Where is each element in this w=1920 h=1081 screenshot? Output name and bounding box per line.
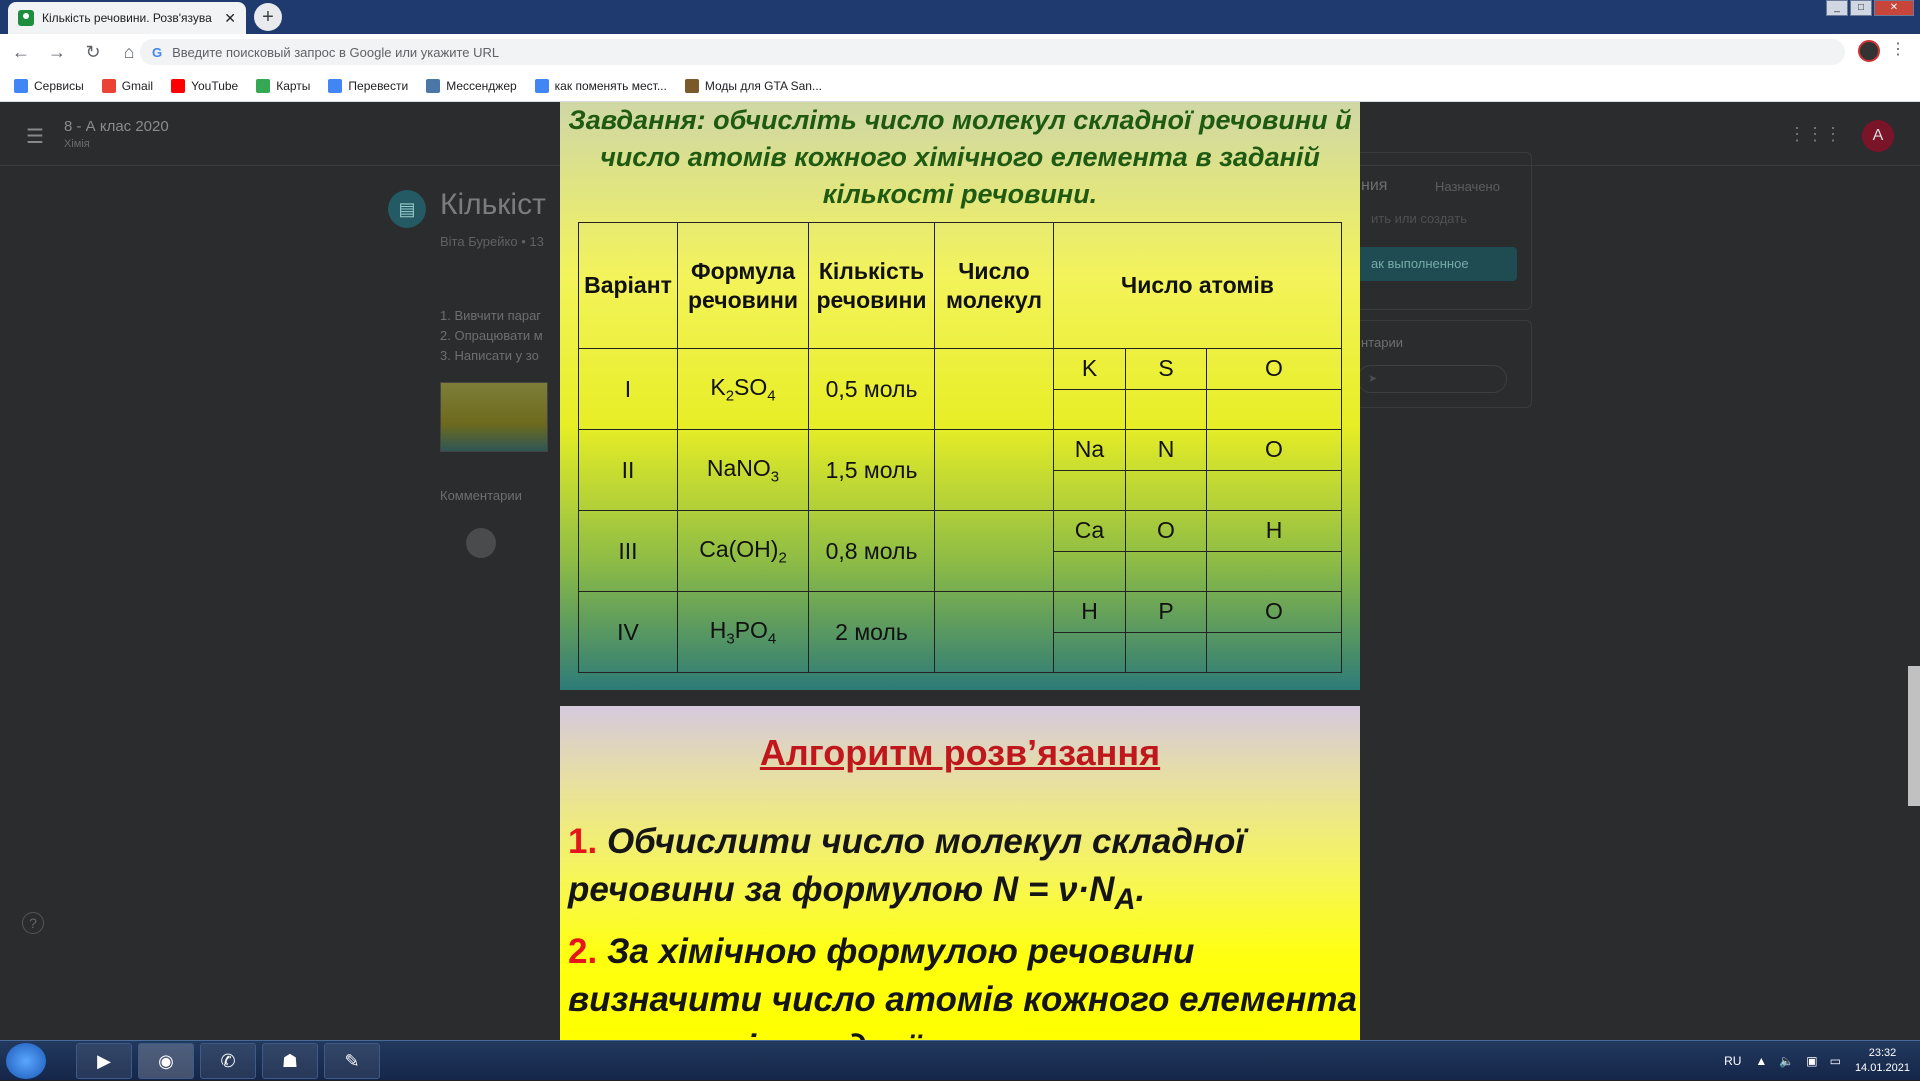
table-row — [579, 511, 1342, 552]
help-icon[interactable]: ? — [22, 912, 44, 934]
atom-element-cell: Na — [1054, 430, 1126, 471]
formula-subscript: 4 — [767, 630, 777, 648]
variant-cell: IV — [579, 592, 678, 673]
bookmark-icon — [14, 79, 28, 93]
formula-subscript: 4 — [767, 387, 776, 405]
your-work-title: ния — [1361, 177, 1388, 194]
bookmark-item[interactable] — [14, 79, 84, 93]
window-controls — [1824, 0, 1914, 16]
atom-element-cell: S — [1126, 349, 1207, 390]
hamburger-menu-icon[interactable]: ☰ — [26, 126, 44, 148]
atom-count-cell — [1126, 632, 1207, 673]
step-text: За хімічною формулою речовини визначити число атомів кожного елемента — [568, 932, 1357, 1019]
bookmark-label: Сервисы — [34, 78, 84, 93]
algorithm-heading: Алгоритм розв’язання — [759, 732, 1161, 773]
clock[interactable] — [1855, 1046, 1910, 1076]
comment-avatar — [466, 528, 496, 558]
formula-cell — [678, 511, 809, 592]
formula-cell — [678, 430, 809, 511]
formula-subscript: 2 — [725, 387, 735, 405]
close-window-icon[interactable]: ✕ — [1874, 0, 1914, 16]
atom-element-cell: N — [1126, 430, 1207, 471]
atom-element-cell: H — [1207, 511, 1342, 552]
bookmark-item[interactable] — [171, 79, 238, 93]
private-comments-title: нтарии — [1361, 335, 1403, 350]
table-row — [579, 430, 1342, 471]
post-instructions — [440, 306, 543, 366]
formula-part: K — [710, 373, 726, 400]
formula-part: PO — [734, 616, 768, 643]
atom-element-cell: O — [1207, 349, 1342, 390]
instruction-line: 1. Вивчити параг — [440, 308, 542, 323]
amount-cell: 0,5 моль — [809, 349, 935, 430]
bookmark-label: YouTube — [191, 78, 239, 93]
network-icon[interactable]: ▣ — [1806, 1054, 1818, 1068]
game-icon[interactable]: ☗ — [262, 1043, 318, 1079]
google-icon: G — [152, 44, 163, 60]
address-bar-placeholder: Введите поисковый запрос в Google или укажите URL — [172, 44, 500, 60]
molecules-cell — [935, 349, 1054, 430]
viber-icon[interactable]: ✆ — [200, 1043, 256, 1079]
formula-part: SO — [734, 373, 768, 400]
post-title: Кількіст — [440, 188, 546, 221]
atom-count-cell — [1054, 632, 1126, 673]
atom-element-cell: Ca — [1054, 511, 1126, 552]
step-text: Обчислити число молекул складної речовини за формулою N = ν·N — [568, 822, 1246, 909]
atom-count-cell — [1126, 470, 1207, 511]
minimize-icon[interactable]: _ — [1826, 0, 1848, 16]
browser-tab[interactable] — [8, 2, 246, 34]
col-atoms: Число атомів — [1054, 223, 1342, 349]
bookmark-icon — [685, 79, 699, 93]
user-avatar[interactable]: А — [1862, 120, 1894, 152]
bookmark-label: Мессенджер — [446, 78, 517, 93]
reload-icon[interactable]: ↻ — [85, 41, 101, 62]
bookmark-icon — [102, 79, 116, 93]
bookmark-item[interactable] — [256, 79, 310, 93]
variant-cell: II — [579, 430, 678, 511]
back-arrow-icon[interactable]: ← — [12, 41, 30, 62]
home-icon[interactable]: ⌂ — [123, 41, 135, 62]
atom-count-cell — [1054, 470, 1126, 511]
amount-cell: 2 моль — [809, 592, 935, 673]
atom-element-cell: O — [1207, 430, 1342, 471]
formula-subscript: 2 — [778, 549, 787, 567]
bookmark-icon — [256, 79, 270, 93]
table-row — [579, 349, 1342, 390]
molecules-cell — [935, 430, 1054, 511]
task-heading: Завдання: обчисліть число молекул складної речовини й число атомів кожного хімічного елемента в заданій кількості речовини. — [568, 105, 1352, 209]
taskbar — [0, 1040, 1920, 1080]
bookmark-icon — [535, 79, 549, 93]
slide-algorithm — [560, 706, 1360, 1040]
chrome-icon[interactable]: ◉ — [138, 1043, 194, 1079]
step-number: 2. — [568, 932, 598, 971]
atom-element-cell: O — [1207, 592, 1342, 633]
molecules-cell — [935, 592, 1054, 673]
algorithm-step-1 — [568, 818, 1358, 924]
private-comment-input[interactable]: ➤ — [1357, 365, 1507, 393]
atom-count-cell — [1207, 551, 1342, 592]
atom-count-cell — [1126, 551, 1207, 592]
formula-subscript: 3 — [726, 630, 735, 648]
formula-subscript: 3 — [770, 468, 780, 486]
paint-icon[interactable]: ✎ — [324, 1043, 380, 1079]
class-subject: Хімія — [64, 138, 90, 150]
add-or-create-button[interactable]: ить или создать — [1371, 211, 1467, 226]
bookmark-item[interactable] — [102, 79, 153, 93]
profile-avatar-icon[interactable] — [1858, 40, 1880, 62]
tray-arrow-icon[interactable]: ▲ — [1755, 1054, 1768, 1068]
bookmark-item[interactable] — [535, 79, 667, 93]
col-amount: Кількість речовини — [809, 223, 935, 349]
bookmark-label: Карты — [276, 78, 311, 93]
bookmark-label: как поменять мест... — [554, 78, 667, 93]
bookmark-item[interactable] — [328, 79, 408, 93]
language-indicator[interactable]: RU — [1724, 1054, 1742, 1068]
bookmarks-bar — [0, 70, 1920, 102]
tab-title: Кількість речовини. Розв'язува — [42, 11, 212, 25]
variant-cell: I — [579, 349, 678, 430]
volume-icon[interactable]: 🔈 — [1779, 1054, 1795, 1068]
action-center-icon[interactable]: ▭ — [1829, 1054, 1841, 1068]
bookmark-icon — [328, 79, 342, 93]
bookmark-icon — [171, 79, 185, 93]
amount-cell: 0,8 моль — [809, 511, 935, 592]
mark-done-button[interactable]: ак выполненное — [1357, 247, 1517, 281]
atom-count-cell — [1207, 632, 1342, 673]
amount-cell: 1,5 моль — [809, 430, 935, 511]
clock-time: 23:32 — [1868, 1047, 1897, 1059]
formula-part: H — [709, 616, 727, 643]
formula-part: NaNO — [706, 454, 771, 481]
bookmark-icon — [426, 79, 440, 93]
bookmark-label: Перевести — [348, 78, 409, 93]
attachment-thumbnail[interactable] — [440, 382, 548, 452]
instruction-line: 3. Написати у зо — [440, 348, 539, 363]
molecules-cell — [935, 511, 1054, 592]
bookmark-label: Gmail — [121, 78, 154, 93]
formula-part: Ca(OH) — [699, 535, 779, 562]
scrollbar-thumb[interactable] — [1908, 666, 1920, 806]
media-player-icon[interactable]: ▶ — [76, 1043, 132, 1079]
start-button-icon[interactable] — [6, 1043, 46, 1079]
new-tab-button[interactable]: + — [254, 3, 282, 31]
browser-toolbar — [0, 34, 1920, 70]
atom-element-cell: H — [1054, 592, 1126, 633]
step-subscript: A — [1114, 884, 1136, 916]
address-bar[interactable] — [140, 39, 1845, 65]
system-tray — [1724, 1041, 1910, 1081]
atom-element-cell: K — [1054, 349, 1126, 390]
formula-cell — [678, 349, 809, 430]
apps-grid-icon[interactable]: ⋮⋮⋮ — [1788, 124, 1842, 144]
col-molecules: Число молекул — [935, 223, 1054, 349]
atom-count-cell — [1054, 551, 1126, 592]
algorithm-steps — [568, 818, 1358, 1072]
bookmark-item[interactable] — [685, 79, 822, 93]
atom-element-cell: O — [1126, 511, 1207, 552]
atom-count-cell — [1207, 389, 1342, 430]
classroom-favicon-icon — [18, 10, 34, 26]
post-meta: Віта Бурейко • 13 — [440, 234, 544, 249]
forward-arrow-icon[interactable]: → — [48, 41, 66, 62]
assignment-status: Назначено — [1435, 179, 1500, 194]
formula-cell — [678, 592, 809, 673]
class-name[interactable]: 8 - А клас 2020 — [64, 118, 169, 135]
instruction-line: 2. Опрацювати м — [440, 328, 543, 343]
bookmark-item[interactable] — [426, 79, 516, 93]
atom-count-cell — [1207, 470, 1342, 511]
atom-count-cell — [1054, 389, 1126, 430]
bookmark-label: Моды для GTA San... — [704, 78, 822, 93]
step-end: . — [1135, 870, 1146, 909]
col-variant: Варіант — [579, 223, 678, 349]
col-formula: Формула речовини — [678, 223, 809, 349]
private-comments-card — [1340, 320, 1532, 408]
slide-task — [560, 102, 1360, 690]
atom-element-cell: P — [1126, 592, 1207, 633]
table-row — [579, 592, 1342, 633]
close-tab-icon[interactable]: ✕ — [224, 9, 236, 26]
task-table — [578, 222, 1342, 673]
atom-count-cell — [1126, 389, 1207, 430]
more-menu-icon[interactable]: ⋮ — [1890, 41, 1906, 58]
assignment-icon: ▤ — [388, 190, 426, 228]
step-number: 1. — [568, 822, 598, 861]
variant-cell: III — [579, 511, 678, 592]
tab-strip — [0, 0, 1920, 34]
clock-date: 14.01.2021 — [1854, 1062, 1910, 1074]
comments-label: Комментарии — [440, 488, 522, 503]
maximize-icon[interactable]: □ — [1850, 0, 1872, 16]
your-work-card — [1340, 152, 1532, 310]
